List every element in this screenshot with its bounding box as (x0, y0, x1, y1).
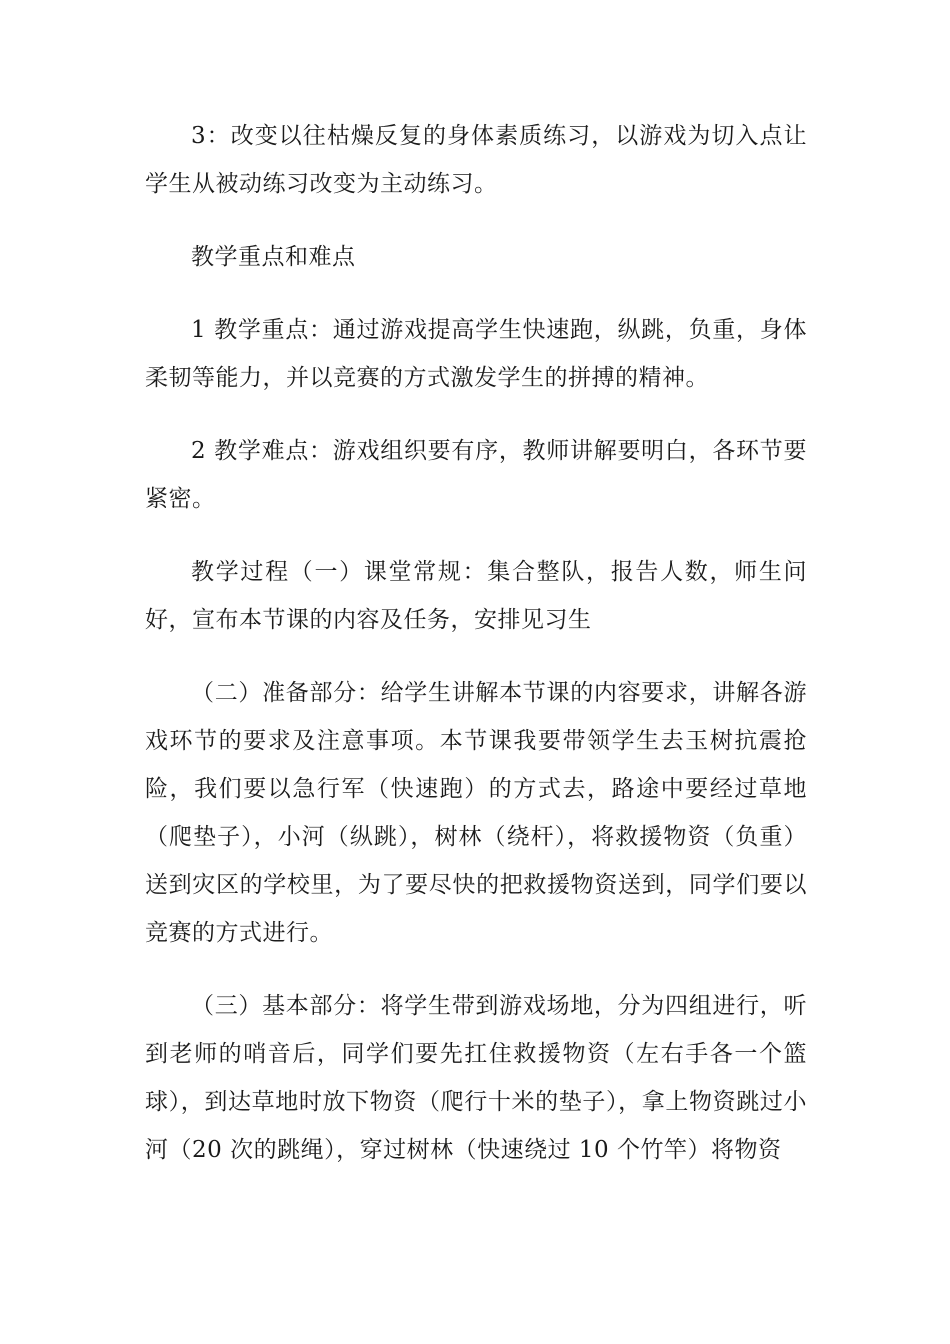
paragraph-process-routine: 教学过程（一）课堂常规：集合整队，报告人数，师生问好，宣布本节课的内容及任务，安排见习生 (145, 559, 807, 633)
paragraph-preparation: （二）准备部分：给学生讲解本节课的内容要求，讲解各游戏环节的要求及注意事项。本节课我要带领学生去玉树抗震抢险，我们要以急行军（快速跑）的方式去，路途中要经过草地（爬垫子），小河（纵跳），树林（绕杆），将救援物资（负重）送到灾区的学校里，为了要尽快的把救援物资送到，同学们要以竞赛的方式进行。 (145, 680, 807, 946)
document-body (145, 112, 807, 1199)
heading-key-points: 教学重点和难点 (191, 244, 356, 270)
paragraph-difficulty: 2 教学难点：游戏组织要有序，教师讲解要明白，各环节要紧密。 (145, 438, 807, 512)
paragraph-key-point: 1 教学重点：通过游戏提高学生快速跑，纵跳，负重，身体柔韧等能力，并以竞赛的方式激发学生的拼搏的精神。 (145, 317, 807, 391)
paragraph-goal-3: 3：改变以往枯燥反复的身体素质练习，以游戏为切入点让学生从被动练习改变为主动练习。 (145, 123, 807, 197)
paragraph-basic-part: （三）基本部分：将学生带到游戏场地，分为四组进行，听到老师的哨音后，同学们要先扛住救援物资（左右手各一个篮球），到达草地时放下物资（爬行十米的垫子），拿上物资跳过小河（20 次的跳绳），穿过树林（快速绕过 10 个竹竿）将物资 (145, 993, 807, 1163)
